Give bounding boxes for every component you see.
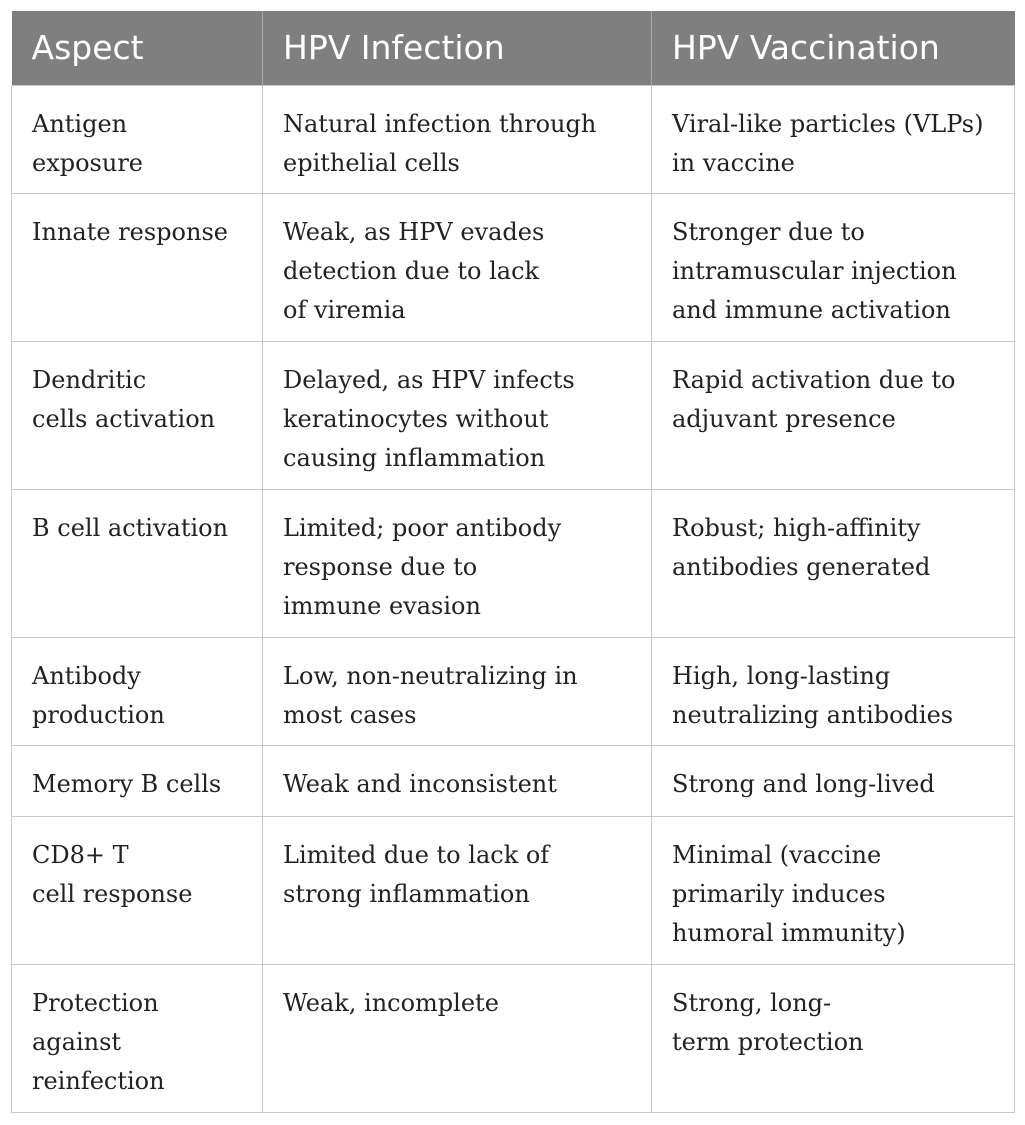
table-row xyxy=(12,745,1015,816)
aspect-cell: Memory B cells xyxy=(12,745,263,816)
vaccination-cell: Robust; high-affinity antibodies generated xyxy=(652,489,1015,637)
table-row xyxy=(12,816,1015,964)
infection-cell: Delayed, as HPV infects keratinocytes without causing inflammation xyxy=(263,341,652,489)
header-aspect: Aspect xyxy=(12,11,263,85)
aspect-cell: Antigen exposure xyxy=(12,85,263,193)
infection-cell: Natural infection through epithelial cells xyxy=(263,85,652,193)
infection-cell: Weak, incomplete xyxy=(263,964,652,1112)
aspect-cell: Innate response xyxy=(12,193,263,341)
header-hpv-infection: HPV Infection xyxy=(263,11,652,85)
infection-cell: Weak and inconsistent xyxy=(263,745,652,816)
infection-cell: Limited; poor antibody response due to immune evasion xyxy=(263,489,652,637)
table-row xyxy=(12,637,1015,745)
infection-cell: Weak, as HPV evades detection due to lack of viremia xyxy=(263,193,652,341)
vaccination-cell: Stronger due to intramuscular injection and immune activation xyxy=(652,193,1015,341)
aspect-cell: Protection against reinfection xyxy=(12,964,263,1112)
table-row xyxy=(12,341,1015,489)
aspect-cell: CD8+ T cell response xyxy=(12,816,263,964)
vaccination-cell: Viral-like particles (VLPs) in vaccine xyxy=(652,85,1015,193)
table-row xyxy=(12,85,1015,193)
comparison-table xyxy=(11,11,1015,1113)
infection-cell: Low, non-neutralizing in most cases xyxy=(263,637,652,745)
vaccination-cell: Minimal (vaccine primarily induces humoral immunity) xyxy=(652,816,1015,964)
vaccination-cell: Rapid activation due to adjuvant presence xyxy=(652,341,1015,489)
aspect-cell: Antibody production xyxy=(12,637,263,745)
comparison-table-container xyxy=(11,11,1014,1113)
table-row xyxy=(12,193,1015,341)
table-header-row xyxy=(12,11,1015,85)
aspect-cell: Dendritic cells activation xyxy=(12,341,263,489)
table-row xyxy=(12,964,1015,1112)
vaccination-cell: High, long-lasting neutralizing antibodies xyxy=(652,637,1015,745)
table-row xyxy=(12,489,1015,637)
vaccination-cell: Strong, long- term protection xyxy=(652,964,1015,1112)
vaccination-cell: Strong and long-lived xyxy=(652,745,1015,816)
infection-cell: Limited due to lack of strong inflammation xyxy=(263,816,652,964)
header-hpv-vaccination: HPV Vaccination xyxy=(652,11,1015,85)
aspect-cell: B cell activation xyxy=(12,489,263,637)
